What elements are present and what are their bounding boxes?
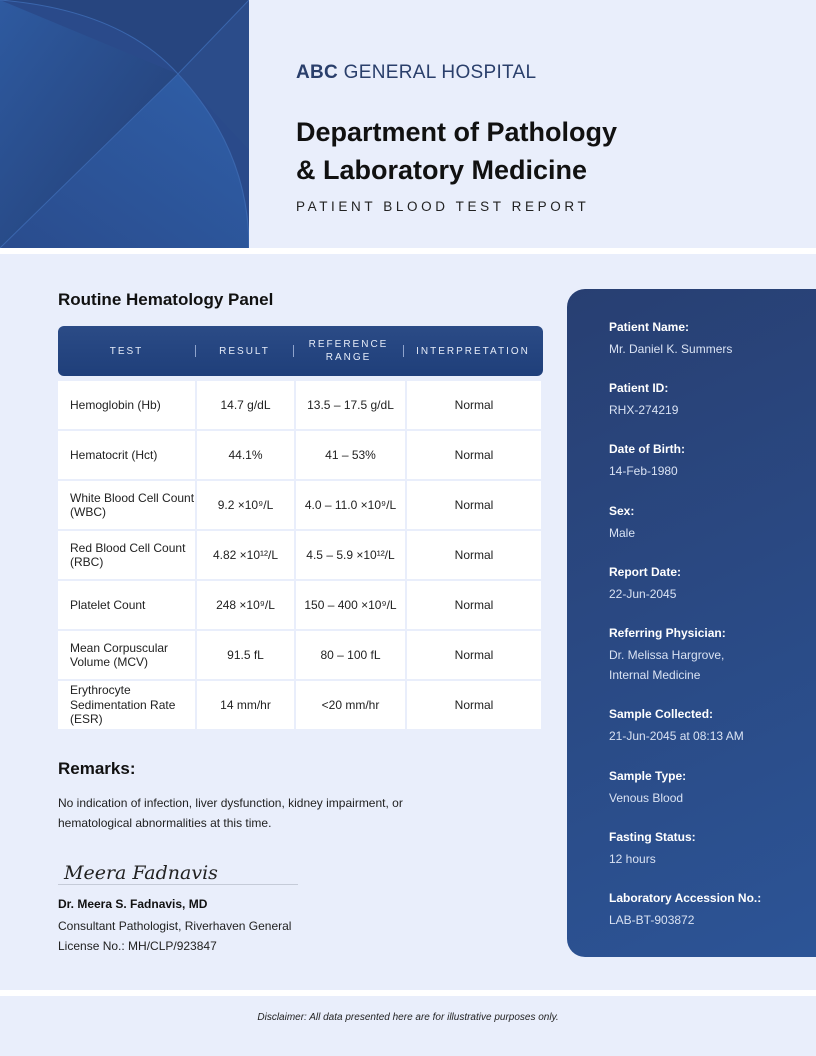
cell-test: Red Blood Cell Count (RBC) bbox=[58, 531, 195, 579]
hospital-name-bold: ABC bbox=[296, 62, 339, 83]
patient-info-sidebar bbox=[567, 289, 816, 957]
field-label: Patient ID: bbox=[609, 381, 669, 395]
field-label: Referring Physician: bbox=[609, 626, 726, 640]
report-header bbox=[0, 0, 816, 248]
decorative-geometric-graphic bbox=[0, 0, 249, 248]
hospital-name bbox=[296, 62, 536, 84]
column-header-reference-line1: REFERENCE bbox=[308, 339, 389, 350]
cell-result: 14 mm/hr bbox=[197, 681, 294, 729]
field-value: RHX-274219 bbox=[609, 403, 679, 417]
results-table bbox=[58, 381, 543, 731]
table-row bbox=[58, 681, 543, 731]
field-value: Venous Blood bbox=[609, 791, 684, 805]
cell-test: Platelet Count bbox=[58, 581, 195, 629]
cell-result: 44.1% bbox=[197, 431, 294, 479]
disclaimer: Disclaimer: All data presented here are for illustrative purposes only. bbox=[257, 1012, 559, 1023]
field-label: Sex: bbox=[609, 504, 635, 518]
remarks-text: No indication of infection, liver dysfunction, kidney impairment, or hematological abnormalities at this time. bbox=[58, 796, 403, 830]
cell-result: 4.82 ×10¹²/L bbox=[197, 531, 294, 579]
table-row bbox=[58, 381, 543, 431]
column-header-reference-line2: RANGE bbox=[325, 352, 372, 363]
column-header-reference-range bbox=[294, 326, 403, 376]
signature-line bbox=[58, 884, 298, 885]
field-label: Report Date: bbox=[609, 565, 682, 579]
table-header bbox=[58, 326, 543, 376]
cell-result: 14.7 g/dL bbox=[197, 381, 294, 429]
field-patient-id bbox=[609, 380, 678, 420]
cell-range: 41 – 53% bbox=[296, 431, 405, 479]
cell-range: 4.0 – 11.0 ×10⁹/L bbox=[296, 481, 405, 529]
field-value: LAB-BT-903872 bbox=[609, 913, 695, 927]
department-title-line2: & Laboratory Medicine bbox=[296, 155, 588, 185]
field-label: Sample Collected: bbox=[609, 707, 714, 721]
header-divider bbox=[0, 248, 816, 254]
field-fasting-status bbox=[609, 829, 696, 869]
cell-interpretation: Normal bbox=[407, 681, 541, 729]
field-sex bbox=[609, 503, 635, 543]
cell-result: 9.2 ×10⁹/L bbox=[197, 481, 294, 529]
field-label: Date of Birth: bbox=[609, 442, 685, 456]
physician-name: Dr. Melissa Hargrove, bbox=[609, 648, 725, 662]
table-row bbox=[58, 531, 543, 581]
column-header-test: TEST bbox=[109, 345, 144, 357]
remarks-title: Remarks: bbox=[58, 759, 136, 778]
table-row bbox=[58, 581, 543, 631]
field-report-date bbox=[609, 564, 681, 604]
field-sample-collected bbox=[609, 706, 744, 746]
field-value: 21-Jun-2045 at 08:13 AM bbox=[609, 729, 744, 743]
field-label: Fasting Status: bbox=[609, 830, 696, 844]
field-accession-number bbox=[609, 890, 761, 930]
pathologist-role: Consultant Pathologist, Riverhaven General bbox=[58, 919, 292, 933]
cell-range: 4.5 – 5.9 ×10¹²/L bbox=[296, 531, 405, 579]
signature: Meera Fadnavis bbox=[64, 862, 218, 884]
column-header-interpretation: INTERPRETATION bbox=[416, 345, 530, 357]
field-label: Patient Name: bbox=[609, 320, 690, 334]
cell-interpretation: Normal bbox=[407, 631, 541, 679]
cell-interpretation: Normal bbox=[407, 581, 541, 629]
field-date-of-birth bbox=[609, 441, 685, 481]
field-value: Mr. Daniel K. Summers bbox=[609, 342, 733, 356]
field-sample-type bbox=[609, 768, 686, 808]
field-label: Sample Type: bbox=[609, 769, 687, 783]
report-type: PATIENT BLOOD TEST REPORT bbox=[296, 199, 590, 214]
cell-test: Hematocrit (Hct) bbox=[58, 431, 195, 479]
footer-divider bbox=[0, 990, 816, 996]
field-value: 12 hours bbox=[609, 852, 656, 866]
cell-result: 91.5 fL bbox=[197, 631, 294, 679]
cell-test: White Blood Cell Count (WBC) bbox=[58, 481, 195, 529]
panel-title: Routine Hematology Panel bbox=[58, 290, 274, 309]
cell-interpretation: Normal bbox=[407, 381, 541, 429]
table-row bbox=[58, 631, 543, 681]
table-row bbox=[58, 481, 543, 531]
cell-range: 13.5 – 17.5 g/dL bbox=[296, 381, 405, 429]
department-title-line1: Department of Pathology bbox=[296, 117, 618, 147]
cell-interpretation: Normal bbox=[407, 531, 541, 579]
cell-interpretation: Normal bbox=[407, 431, 541, 479]
pathologist-name: Dr. Meera S. Fadnavis, MD bbox=[58, 897, 208, 911]
cell-interpretation: Normal bbox=[407, 481, 541, 529]
field-value bbox=[609, 645, 726, 685]
cell-range: 150 – 400 ×10⁹/L bbox=[296, 581, 405, 629]
field-value: 22-Jun-2045 bbox=[609, 587, 677, 601]
field-label: Laboratory Accession No.: bbox=[609, 891, 762, 905]
field-patient-name bbox=[609, 319, 732, 359]
cell-test: Erythrocyte Sedimentation Rate (ESR) bbox=[58, 681, 195, 729]
cell-range: <20 mm/hr bbox=[296, 681, 405, 729]
pathologist-license: License No.: MH/CLP/923847 bbox=[58, 939, 217, 953]
field-value: Male bbox=[609, 526, 636, 540]
column-header-result: RESULT bbox=[219, 345, 270, 357]
cell-test: Hemoglobin (Hb) bbox=[58, 381, 195, 429]
department-title bbox=[296, 113, 617, 189]
field-referring-physician bbox=[609, 625, 726, 685]
table-row bbox=[58, 431, 543, 481]
physician-department: Internal Medicine bbox=[609, 668, 701, 682]
cell-test: Mean Corpuscular Volume (MCV) bbox=[58, 631, 195, 679]
field-value: 14-Feb-1980 bbox=[609, 464, 678, 478]
cell-result: 248 ×10⁹/L bbox=[197, 581, 294, 629]
hospital-name-rest: GENERAL HOSPITAL bbox=[338, 62, 537, 83]
cell-range: 80 – 100 fL bbox=[296, 631, 405, 679]
